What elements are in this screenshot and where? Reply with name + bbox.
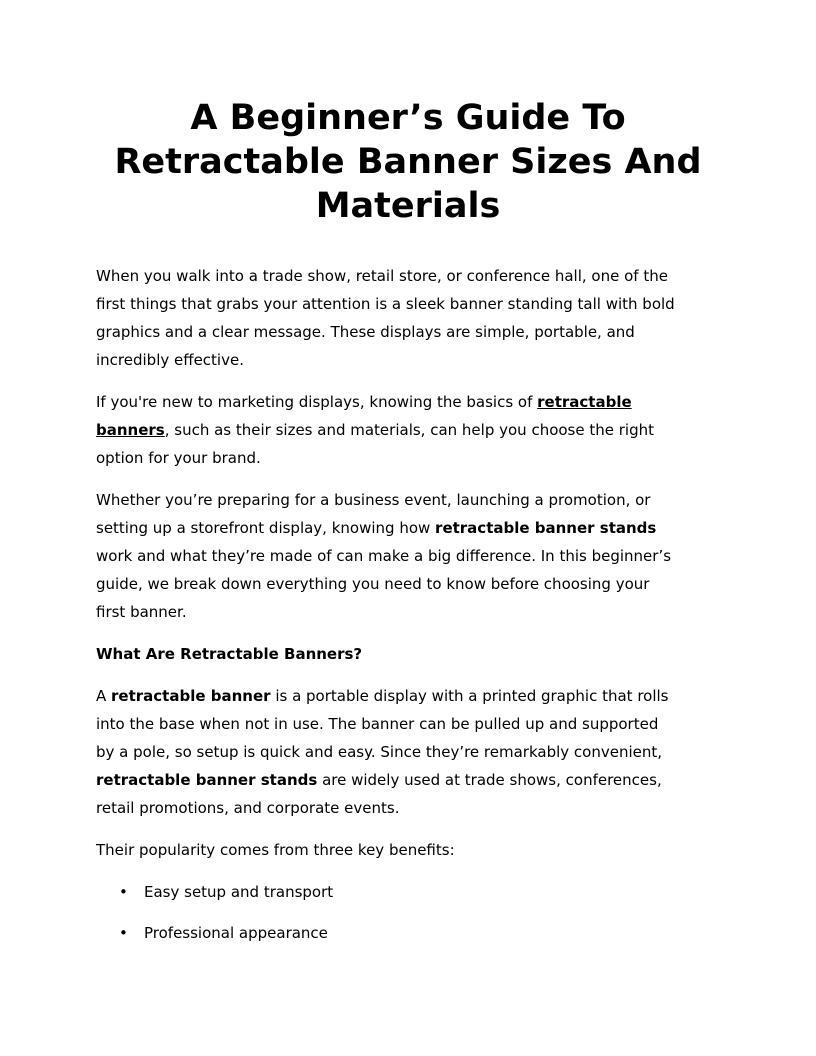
basics-text-1: If you're new to marketing displays, knowing the basics of <box>96 393 538 411</box>
title-line-3: Materials <box>315 186 501 226</box>
list-item <box>96 919 720 947</box>
bullet-icon: • <box>119 883 128 901</box>
definition-line-5: retail promotions, and corporate events. <box>96 799 400 817</box>
intro-line-3: graphics and a clear message. These displays are simple, portable, and <box>96 323 635 341</box>
basics-line-2 <box>96 416 720 444</box>
definition-text-4: are widely used at trade shows, conferences, <box>317 771 662 789</box>
definition-line-4 <box>96 766 720 794</box>
retractable-banners-link-part-2[interactable]: banners <box>96 421 165 439</box>
intro-line-4: incredibly effective. <box>96 351 244 369</box>
definition-line-3: by a pole, so setup is quick and easy. Since they’re remarkably convenient, <box>96 743 663 761</box>
basics-paragraph <box>96 388 720 472</box>
intro-line-2: first things that grabs your attention is a sleek banner standing tall with bold <box>96 295 675 313</box>
preparing-line-5: first banner. <box>96 603 187 621</box>
benefits-list <box>96 878 720 947</box>
preparing-line-3: work and what they’re made of can make a big difference. In this beginner’s <box>96 547 672 565</box>
basics-line-1 <box>96 388 720 416</box>
basics-text-2: , such as their sizes and materials, can help you choose the right <box>164 421 654 439</box>
intro-paragraph <box>96 262 720 374</box>
intro-line-1: When you walk into a trade show, retail store, or conference hall, one of the <box>96 267 668 285</box>
definition-text-1b: is a portable display with a printed graphic that rolls <box>270 687 669 705</box>
definition-text-1a: A <box>96 687 112 705</box>
definition-line-1 <box>96 682 720 710</box>
title-line-1: A Beginner’s Guide To <box>190 98 626 138</box>
preparing-text-2: setting up a storefront display, knowing how <box>96 519 436 537</box>
page-title <box>96 96 720 228</box>
list-item <box>96 878 720 906</box>
definition-paragraph <box>96 682 720 822</box>
preparing-paragraph <box>96 486 720 626</box>
bold-retractable-banner-stands: retractable banner stands <box>435 519 657 537</box>
definition-line-2: into the base when not in use. The banner can be pulled up and supported <box>96 715 659 733</box>
bold-retractable-banner-stands-2: retractable banner stands <box>96 771 318 789</box>
preparing-line-2 <box>96 514 720 542</box>
retractable-banners-link-part-1[interactable]: retractable <box>537 393 632 411</box>
preparing-line-4: guide, we break down everything you need to know before choosing your <box>96 575 650 593</box>
basics-line-3: option for your brand. <box>96 449 261 467</box>
bullet-icon: • <box>119 924 128 942</box>
section-heading: What Are Retractable Banners? <box>96 645 363 663</box>
title-line-2: Retractable Banner Sizes And <box>114 142 702 182</box>
document-page <box>96 96 720 960</box>
preparing-line-1: Whether you’re preparing for a business event, launching a promotion, or <box>96 491 651 509</box>
benefits-intro: Their popularity comes from three key benefits: <box>96 841 455 859</box>
bold-retractable-banner: retractable banner <box>111 687 271 705</box>
list-item-text: Professional appearance <box>144 924 328 942</box>
list-item-text: Easy setup and transport <box>144 883 334 901</box>
